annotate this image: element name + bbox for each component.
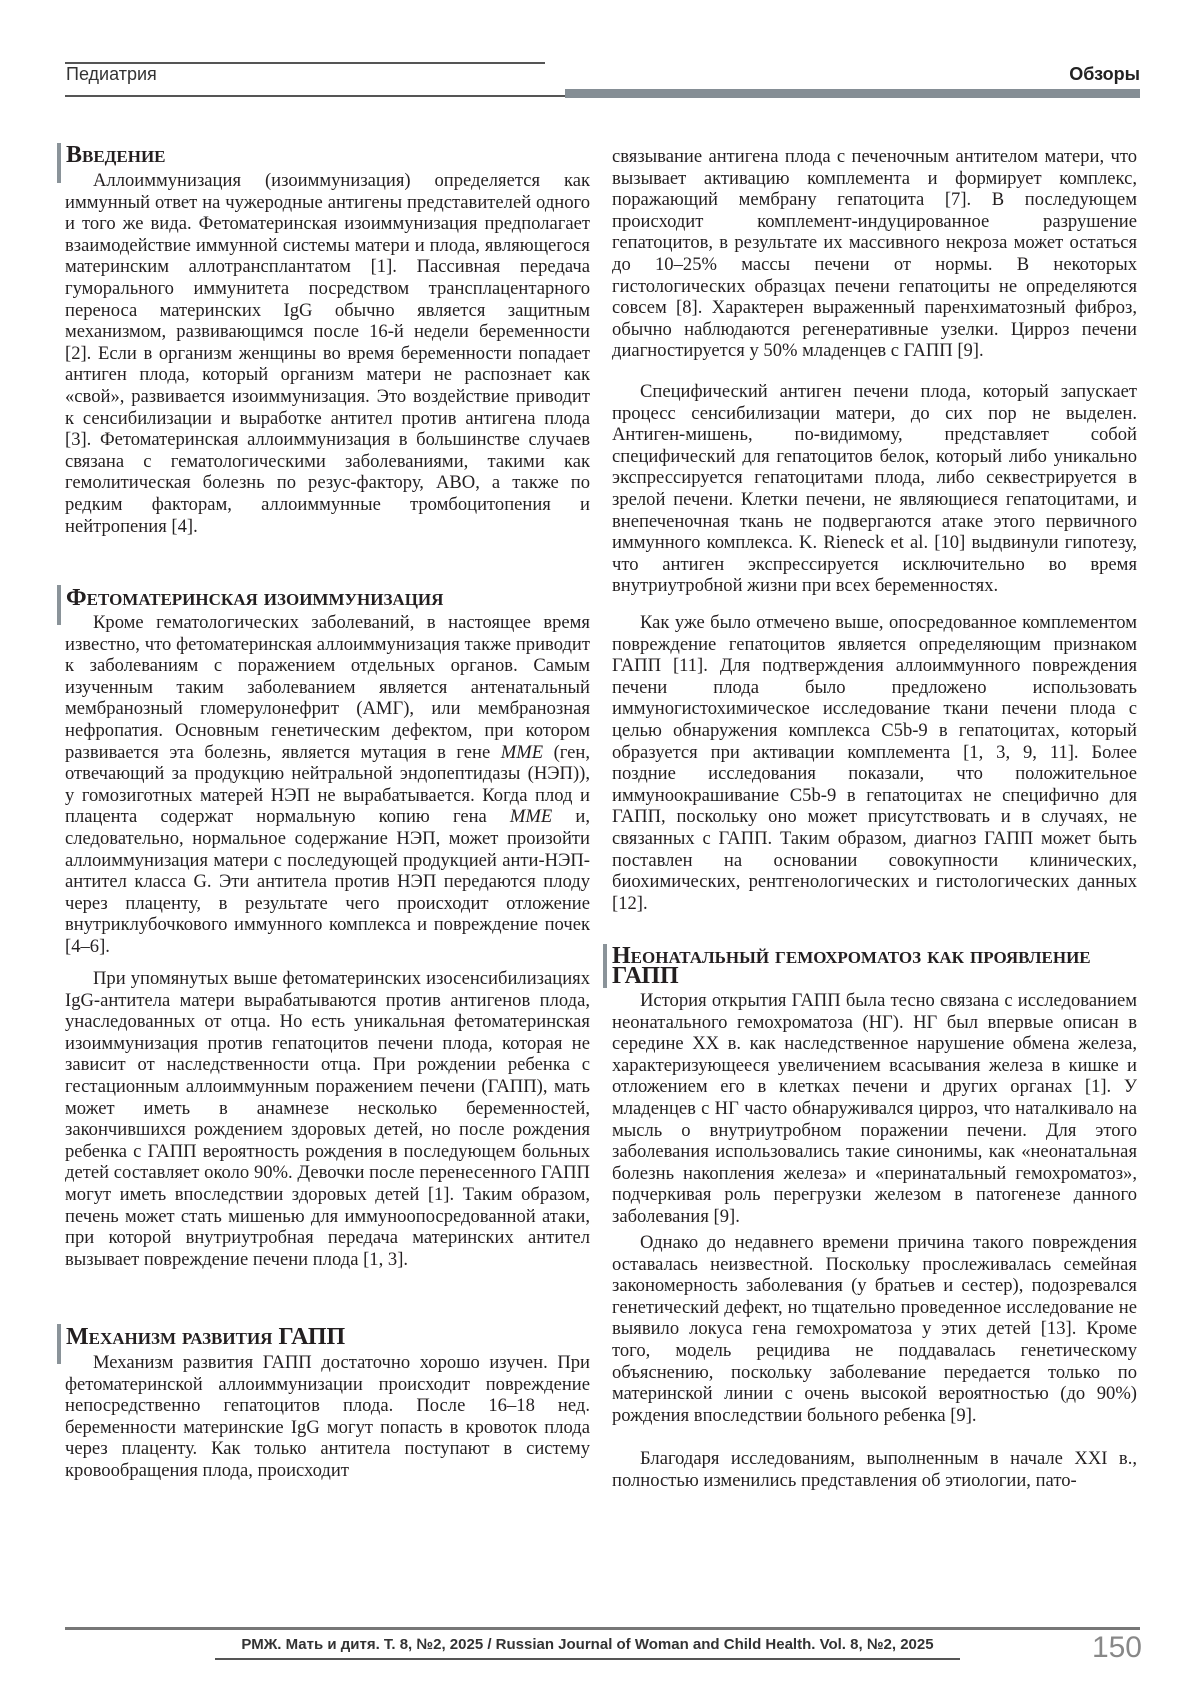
text-run: Механизм развития ГАПП достаточно хорошо изучен. При фетоматеринской аллоиммунизации происходит повреждение непосредственно гепатоцитов плода. После 16–18 нед. беременности материнские IgG могут попасть в кровоток плода через плаценту. Как только антитела поступают в систему кровообращения плода, происходит [65,1352,590,1481]
paragraph [612,1232,1137,1426]
gene-name: MME [501,742,543,763]
paragraph [612,381,1137,597]
gene-name: MME [510,806,552,827]
paragraph-text [65,968,590,1270]
text-run: Специфический антиген печени плода, который запускает процесс сенсибилизации матери, до сих пор не выделен. Антиген-мишень, по-видимому, представляет собой специфический для гепатоцитов белок, который либо уникально экспрессируется гепатоцитами плода, либо секвестрируется в зрелой печени. Клетки печени, не являющиеся гепатоцитами, и внепеченочная ткань не подвергаются атаке этого первичного иммунного комплекса. K. Rieneck et al. [10] выдвинули гипотезу, что антиген экспрессируется исключительно во время внутриутробной жизни при всех беременностях. [612,381,1137,596]
text-run: История открытия ГАПП была тесно связана с исследованием неонатального гемохроматоза (НГ). НГ был впервые описан в середине XX в. как наследственное нарушение обмена железа, характеризующееся увеличением всасывания железа в кишке и отложением его в клетках печени и других органах [1]. У младенцев с НГ часто обнаруживался цирроз, что наталкивало на мысль о внутриутробном поражении печени. Для этого заболевания использовались такие синонимы, как «неонатальная болезнь накопления железа» и «перинатальный гемохроматоз», подчеркивая роль перегрузки железом в патогенезе данного заболевания [9]. [612,990,1137,1227]
heading-marker [57,143,61,183]
heading-marker [603,944,607,988]
text-run: (ген, отвечающий за продукцию нейтральной эндопептидазы (НЭП)), у гомозиготных матерей НЭП не вырабатывается. Когда плод и плацента содержат нормальную копию гена [65,742,590,828]
text-run: Благодаря исследованиям, выполненным в начале XXI в., полностью изменились представления об этиологии, пато- [612,1448,1137,1491]
paragraph-text [612,381,1137,597]
header-bottom-rule [65,95,565,97]
footer-rule [65,1627,1140,1630]
paragraph [612,1448,1137,1491]
paragraph [65,1352,590,1482]
text-run: и, следовательно, нормальное содержание НЭП, может произойти аллоиммунизация матери с последующей продукцией анти-НЭП-антител класса G. Эти антитела против НЭП передаются плоду через плаценту, в результате чего происходит отложение внутриклубочкового иммунного комплекса и повреждение почек [4–6]. [65,806,590,957]
paragraph-text [612,1232,1137,1426]
section-heading-mechanism: Механизм развития ГАПП [66,1326,345,1348]
paragraph-text [612,1448,1137,1491]
heading-marker [57,1324,61,1364]
paragraph-text [65,612,590,958]
section-heading-fetomaternal: Фетоматеринская изоиммунизация [66,587,443,609]
header-section: Педиатрия [66,64,157,85]
paragraph-text [65,170,590,537]
paragraph [612,146,1137,362]
paragraph [65,612,590,958]
section-heading-intro: Введение [66,144,166,166]
text-run: Как уже было отмечено выше, опосредованное комплементом повреждение гепатоцитов является определяющим признаком ГАПП [11]. Для подтверждения аллоиммунного повреждения печени плода было предложено использовать иммуногистохимическое исследование ткани печени плода с целью обнаружения комплекса C5b-9 в гепатоцитах, который образуется при активации комплемента [1, 3, 9, 11]. Более поздние исследования показали, что положительное иммуноокрашивание C5b-9 в гепатоцитах не специфично для ГАПП, поскольку оно может присутствовать и в случаях, не связанных с ГАПП. Таким образом, диагноз ГАПП может быть поставлен на основании совокупности клинических, биохимических, рентгенологических и гистологических данных [12]. [612,612,1137,914]
text-run: Аллоиммунизация (изоиммунизация) определяется как иммунный ответ на чужеродные антигены представителей одного и того же вида. Фетоматеринская изоиммунизация предполагает взаимодействие иммунной системы матери и плода, являющегося материнским аллотрансплантатом [1]. Пассивная передача гуморального иммунитета посредством трансплацентарного переноса материнских IgG обычно является защитным механизмом, развивающимся после 16-й недели беременности [2]. Если в организм женщины во время беременности попадает антиген плода, который организм матери не распознает как «свой», развивается изоиммунизация. Это воздействие приводит к сенсибилизации и выработке антител против антигена плода [3]. Фетоматеринская аллоиммунизация в большинстве случаев связана с гематологическими заболеваниями, такими как гемолитическая болезнь по резус-фактору, АВО, а также по редким факторам, аллоиммунные тромбоцитопения и нейтропения [4]. [65,170,590,537]
section-heading-hemochromatosis: Неонатальный гемохроматоз как проявление ГАПП [612,946,1137,986]
text-run: Кроме гематологических заболеваний, в настоящее время известно, что фетоматеринская аллоиммунизация также приводит к заболеваниям с поражением отдельных органов. Самым изученным таким заболеванием является антенатальный мембранозный гломерулонефрит (АМГ), или мембранозная нефропатия. Основным генетическим дефектом, при котором развивается эта болезнь, является мутация в гене [65,612,590,763]
paragraph-text [612,990,1137,1228]
text-run: связывание антигена плода с печеночным антителом матери, что вызывает активацию комплемента и формирует комплекс, поражающий мембрану гепатоцита [7]. В последующем происходит комплемент-индуцированное разрушение гепатоцитов, в результате их массивного некроза может остаться до 10–25% массы печени от нормы. В некоторых гистологических образцах печени гепатоциты не определяются совсем [8]. Характерен выраженный паренхиматозный фиброз, обычно наблюдаются регенеративные узелки. Цирроз печени диагностируется у 50% младенцев с ГАПП [9]. [612,146,1137,361]
paragraph [65,968,590,1270]
paragraph-text [65,1352,590,1482]
header-category: Обзоры [1069,64,1140,85]
paragraph-text [612,612,1137,914]
header-accent-bar [565,89,1140,98]
paragraph-text [612,146,1137,362]
paragraph [612,990,1137,1228]
paragraph [612,612,1137,914]
footer-journal: РМЖ. Мать и дитя. Т. 8, №2, 2025 / Russian Journal of Woman and Child Health. Vol. 8, №2, 2025 [215,1636,960,1660]
paragraph [65,170,590,537]
text-run: Однако до недавнего времени причина такого повреждения оставалась неизвестной. Поскольку прослеживалась семейная закономерность заболевания (у братьев и сестер), подозревался генетический дефект, но тщательно проведенное исследование не выявило локуса гена гемохроматоза у этих детей [13]. Кроме того, модель рецидива не поддавалась генетическому объяснению, поскольку заболевание передается только по материнской линии с очень высокой вероятностью (до 90%) рождения впоследствии больного ребенка [9]. [612,1232,1137,1426]
page-number: 150 [1092,1631,1142,1665]
heading-marker [57,585,61,625]
text-run: При упомянутых выше фетоматеринских изосенсибилизациях IgG-антитела матери вырабатываются против антигенов плода, унаследованных от отца. Но есть уникальная фетоматеринская изоиммунизация против гепатоцитов печени плода, которая не зависит от наследственности отца. При рождении ребенка с гестационным аллоиммунным поражением печени (ГАПП), мать может иметь в анамнезе несколько беременностей, закончившихся рождением здоровых детей, но после рождения ребенка с ГАПП вероятность рождения в последующем больных детей составляет около 90%. Девочки после перенесенного ГАПП могут иметь впоследствии здоровых детей [1]. Таким образом, печень может стать мишенью для иммуноопосредованной атаки, при которой внутриутробная передача материнских антител вызывает повреждение печени плода [1, 3]. [65,968,590,1270]
